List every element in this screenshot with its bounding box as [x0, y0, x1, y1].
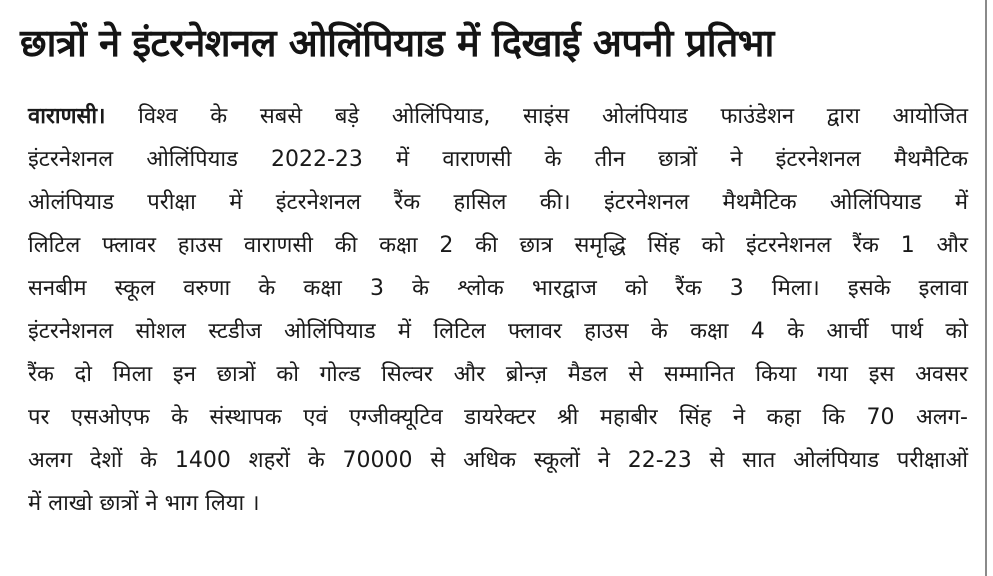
article-line-2: इंटरनेशनल ओलिंपियाड 2022-23 में वाराणसी के तीन छात्रों ने इंटरनेशनल मैथमैटिक: [28, 147, 968, 172]
headline: छात्रों ने इंटरनेशनल ओलिंपियाड में दिखाई अपनी प्रतिभा: [20, 21, 774, 65]
line-1-text: विश्व के सबसे बड़े ओलिंपियाड, साइंस ओलंपियाड फाउंडेशन द्वारा आयोजित: [105, 104, 968, 129]
article-line-8: पर एसओएफ के संस्थापक एवं एग्जीक्यूटिव डायरेक्टर श्री महाबीर सिंह ने कहा कि 70 अलग-: [28, 405, 968, 430]
dateline: वाराणसी।: [28, 104, 106, 129]
article-line-5: सनबीम स्कूल वरुणा के कक्षा 3 के श्लोक भारद्वाज को रैंक 3 मिला। इसके इलावा: [28, 276, 968, 301]
article-line-6: इंटरनेशनल सोशल स्टडीज ओलिंपियाड में लिटिल फ्लावर हाउस के कक्षा 4 के आर्ची पार्थ को: [28, 319, 968, 344]
article-line-9: अलग देशों के 1400 शहरों के 70000 से अधिक स्कूलों ने 22-23 से सात ओलंपियाड परीक्षाओं: [28, 448, 968, 473]
article-line-1: [28, 95, 968, 138]
article-line-3: ओलंपियाड परीक्षा में इंटरनेशनल रैंक हासिल की। इंटरनेशनल मैथमैटिक ओलिंपियाड में: [28, 190, 968, 215]
article-line-4: लिटिल फ्लावर हाउस वाराणसी की कक्षा 2 की छात्र समृद्धि सिंह को इंटरनेशनल रैंक 1 और: [28, 233, 968, 258]
article-line-7: रैंक दो मिला इन छात्रों को गोल्ड सिल्वर और ब्रोन्ज़ मैडल से सम्मानित किया गया इस अवसर: [28, 362, 968, 387]
article-body: [28, 95, 968, 525]
article-line-10: में लाखो छात्रों ने भाग लिया ।: [28, 491, 260, 516]
